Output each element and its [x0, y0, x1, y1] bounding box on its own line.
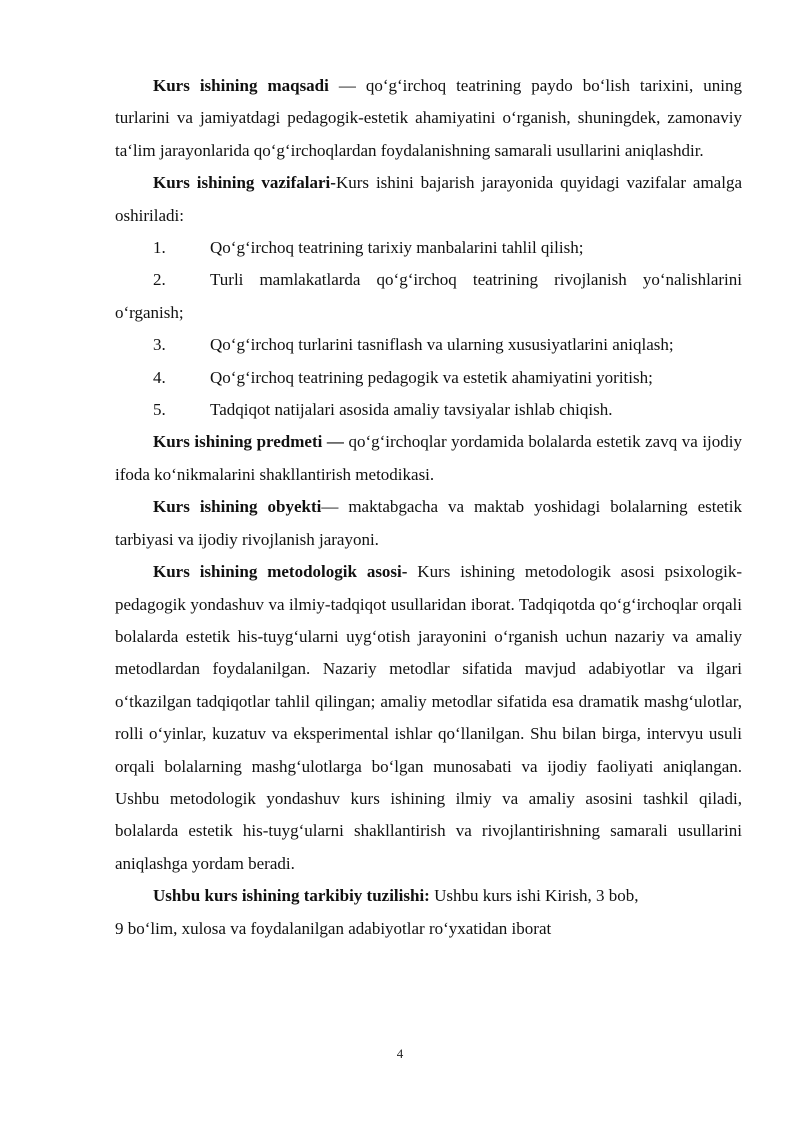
maqsad-text: — qo‘g‘irchoq teatrining paydo bo‘lish tarixini, uning turlarini va jamiyatdagi pedagogik-estetik ahamiyatini o‘rganish, shuningdek, zamonaviy ta‘lim jarayonlarida qo‘g‘irchoqlardan foydalanishning samarali usullarini aniqlashdir. — [115, 76, 742, 160]
paragraph-maqsad — [115, 70, 742, 167]
metodologik-label: Kurs ishining metodologik asosi- — [153, 562, 408, 582]
paragraph-metodologik — [115, 556, 742, 880]
list-item — [115, 264, 742, 329]
list-item-number: 2. — [153, 270, 166, 290]
list-item-number: 5. — [153, 400, 166, 420]
tuzilishi-line1: Ushbu kurs ishi Kirish, 3 bob, — [429, 886, 639, 906]
paragraph-predmeti — [115, 426, 742, 491]
vazifalar-label: Kurs ishining vazifalari- — [153, 173, 336, 193]
tuzilishi-line2: 9 bo‘lim, xulosa va foydalanilgan adabiyotlar ro‘yxatidan iborat — [115, 918, 552, 938]
page-number: 4 — [396, 1046, 404, 1061]
list-item-text: Qo‘g‘irchoq turlarini tasniflash va ularning xususiyatlarini aniqlash; — [210, 335, 674, 355]
maqsad-label: Kurs ishining maqsadi — [153, 76, 329, 95]
predmeti-label: Kurs ishining predmeti — — [153, 432, 344, 452]
list-item-text: Tadqiqot natijalari asosida amaliy tavsiyalar ishlab chiqish. — [210, 400, 613, 420]
list-item-text: Turli mamlakatlarda qo‘g‘irchoq teatrining rivojlanish yo‘nalishlarini o‘rganish; — [115, 270, 742, 322]
list-item-number: 3. — [153, 335, 166, 355]
list-item-text: Qo‘g‘irchoq teatrining tarixiy manbalarini tahlil qilish; — [210, 238, 584, 258]
paragraph-obyekti — [115, 491, 742, 556]
predmeti-text: qo‘g‘irchoqlar yordamida bolalarda estetik zavq va ijodiy ifoda ko‘nikmalarini shakllantirish metodikasi. — [115, 432, 742, 484]
list-item — [115, 329, 742, 361]
document-page — [115, 70, 742, 945]
list-item-text: Qo‘g‘irchoq teatrining pedagogik va estetik ahamiyatini yoritish; — [210, 367, 653, 387]
list-item — [115, 394, 742, 426]
list-item-number: 4. — [153, 367, 166, 387]
obyekti-text: — maktabgacha va maktab yoshidagi bolalarning estetik tarbiyasi va ijodiy rivojlanish jarayoni. — [115, 497, 742, 549]
metodologik-text: Kurs ishining metodologik asosi psixologik-pedagogik yondashuv va ilmiy-tadqiqot usullaridan iborat. Tadqiqotda qo‘g‘irchoqlar orqali bolalarda estetik his-tuyg‘ularni uyg‘otish jarayonini o‘rganish uchun nazariy va amaliy metodlardan foydalanilgan. Nazariy metodlar sifatida mavjud adabiyotlar va ilgari o‘tkazilgan tadqiqotlar tahlil qilingan; amaliy metodlar sifatida esa dramatik mashg‘ulotlar, rolli o‘yinlar, kuzatuv va eksperimental ishlar qo‘llanilgan. Shu bilan birga, intervyu usuli orqali bolalarning mashg‘ulotlarga bo‘lgan munosabati va ijodiy faoliyati aniqlangan. Ushbu metodologik yondashuv kurs ishining ilmiy va amaliy asosini tashkil qiladi, bolalarda estetik his-tuyg‘ularni shakllantirish va rivojlantirishning samarali usullarini aniqlashga yordam beradi. — [115, 562, 742, 873]
vazifalar-text: Kurs ishini bajarish jarayonida quyidagi vazifalar amalga oshiriladi: — [115, 173, 742, 225]
tuzilishi-label: Ushbu kurs ishining tarkibiy tuzilishi: — [153, 886, 430, 906]
obyekti-label: Kurs ishining obyekti — [153, 497, 322, 517]
list-item-number: 1. — [153, 238, 166, 258]
paragraph-tuzilishi-continued — [115, 913, 742, 945]
list-item — [115, 232, 742, 264]
paragraph-vazifalar — [115, 167, 742, 232]
paragraph-tuzilishi — [115, 880, 742, 912]
list-item — [115, 362, 742, 394]
